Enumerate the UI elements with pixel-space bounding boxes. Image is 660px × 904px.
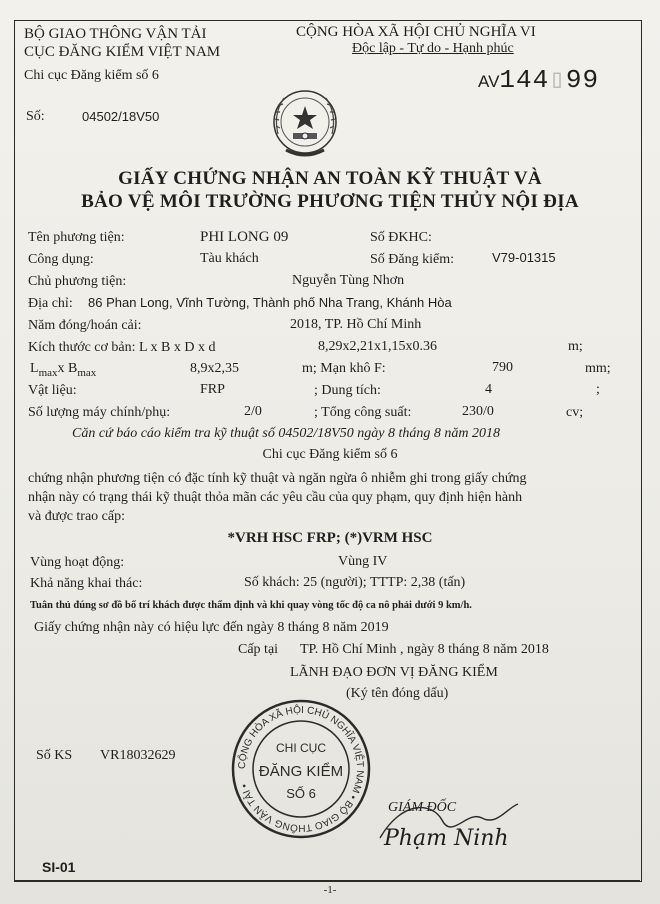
basis-branch: Chi cục Đăng kiểm số 6 (262, 447, 398, 462)
address-value: 86 Phan Long, Vĩnh Tường, Thành phố Nha Trang, Khánh Hòa (88, 295, 452, 310)
title-line-2: BẢO VỆ MÔI TRƯỜNG PHƯƠNG TIỆN THỦY NỘI ĐỊA (81, 191, 579, 212)
dimensions-label: Kích thước cơ bản: L x B x D x d (28, 340, 216, 355)
serial-block: AV144▯99 (478, 65, 600, 95)
department-name: CỤC ĐĂNG KIỂM VIỆT NAM (24, 44, 221, 60)
motto: Độc lập - Tự do - Hạnh phúc (352, 41, 514, 56)
branch-name: Chi cục Đăng kiểm số 6 (24, 68, 159, 83)
capacity-value: 4 (485, 382, 492, 397)
usage-value: Tàu khách (200, 251, 259, 266)
stamp-line-3: SỐ 6 (286, 786, 316, 801)
built-label: Năm đóng/hoán cải: (28, 318, 142, 333)
capability-label: Khả năng khai thác: (30, 576, 143, 591)
vessel-name: PHI LONG 09 (200, 229, 289, 245)
dkhc-label: Số ĐKHC: (370, 230, 432, 245)
validity-text: Giấy chứng nhận này có hiệu lực đến ngày 8 tháng 8 năm 2019 (34, 620, 389, 635)
vessel-name-label: Tên phương tiện: (28, 230, 125, 245)
owner-label: Chủ phương tiện: (28, 274, 127, 289)
freeboard-value: 790 (492, 360, 513, 375)
freeboard-label: m; Mạn khô F: (302, 361, 386, 376)
power-label: ; Tổng công suất: (314, 405, 412, 420)
freeboard-unit: mm; (585, 361, 611, 376)
ks-label: Số KS (36, 748, 73, 763)
basis-body-1: chứng nhận phương tiện có đặc tính kỹ thuật và ngăn ngừa ô nhiễm ghi trong giấy chứng (28, 471, 527, 486)
material-value: FRP (200, 382, 225, 397)
basis-text: Căn cứ báo cáo kiểm tra kỹ thuật số 04502/18V50 ngày 8 tháng 8 năm 2018 (72, 426, 500, 441)
stamp-line-2: ĐĂNG KIỂM (258, 763, 344, 780)
power-unit: cv; (566, 405, 584, 420)
sign-note: (Ký tên đóng dấu) (346, 686, 449, 701)
page-number: -1- (323, 884, 337, 896)
lmax-label: $L_{max}x$ $B_{max}$ (30, 361, 97, 379)
engines-label: Số lượng máy chính/phụ: (28, 405, 171, 420)
operation-note: Tuân thủ đúng sơ đồ bố trí khách được thẩm định và khi quay vòng tốc độ ca nô phải dưới 9 km/h. (30, 600, 472, 611)
dimensions-value: 8,29x2,21x1,15x0.36 (318, 339, 437, 354)
capacity-end: ; (596, 382, 600, 397)
title-line-1: GIẤY CHỨNG NHẬN AN TOÀN KỸ THUẬT VÀ (118, 168, 542, 189)
address-label: Địa chỉ: (28, 296, 73, 311)
national-emblem-icon (268, 84, 342, 164)
doc-number-label: Số: (26, 109, 45, 124)
serial-number: 144 (499, 65, 550, 95)
issuing-authority: LÃNH ĐẠO ĐƠN VỊ ĐĂNG KIỂM (290, 665, 498, 680)
republic-name: CỘNG HÒA XÃ HỘI CHỦ NGHĨA VI (296, 24, 536, 40)
area-value: Vùng IV (338, 554, 388, 569)
built-value: 2018, TP. Hồ Chí Minh (290, 317, 422, 332)
basis-body-2: nhận này có trạng thái kỹ thuật thỏa mãn các yêu cầu của quy phạm, quy định hiện hành (28, 490, 523, 505)
capacity-label: ; Dung tích: (314, 383, 381, 398)
doc-number: 04502/18V50 (82, 109, 160, 124)
issue-place-label: Cấp tại (238, 642, 279, 657)
serial-number-end: 99 (565, 65, 600, 95)
area-label: Vùng hoạt động: (30, 555, 125, 570)
serial-prefix: AV (478, 72, 500, 91)
signer-name: Phạm Ninh (384, 826, 509, 851)
issue-place-date: TP. Hồ Chí Minh , ngày 8 tháng 8 năm 2018 (300, 642, 549, 657)
class-notation: *VRH HSC FRP; (*)VRM HSC (227, 530, 433, 546)
footer-rule (14, 880, 640, 881)
capability-value: Số khách: 25 (người); TTTP: 2,38 (tấn) (244, 575, 466, 590)
owner-name: Nguyễn Tùng Nhơn (292, 273, 405, 288)
ministry-name: BỘ GIAO THÔNG VẬN TẢI (24, 26, 207, 42)
reg-number: V79-01315 (492, 250, 556, 265)
official-stamp-icon (226, 694, 376, 844)
lmax-value: 8,9x2,35 (190, 361, 239, 376)
stamp-line-1: CHI CỤC (276, 741, 326, 755)
director-title: GIÁM ĐỐC (388, 800, 457, 815)
usage-label: Công dụng: (28, 252, 94, 267)
dimensions-unit: m; (568, 339, 583, 354)
basis-body-3: và được trao cấp: (28, 509, 126, 524)
power-value: 230/0 (462, 404, 494, 419)
stamp-ring-text: CỘNG HÒA XÃ HỘI CHỦ NGHĨA VIỆT NAM • BỘ GIAO THÔNG VẬN TẢI • (236, 704, 366, 834)
ks-number: VR18032629 (100, 748, 176, 763)
reg-number-label: Số Đăng kiểm: (370, 252, 454, 267)
material-label: Vật liệu: (28, 383, 77, 398)
form-code: SI-01 (42, 859, 76, 875)
engines-value: 2/0 (244, 404, 262, 419)
